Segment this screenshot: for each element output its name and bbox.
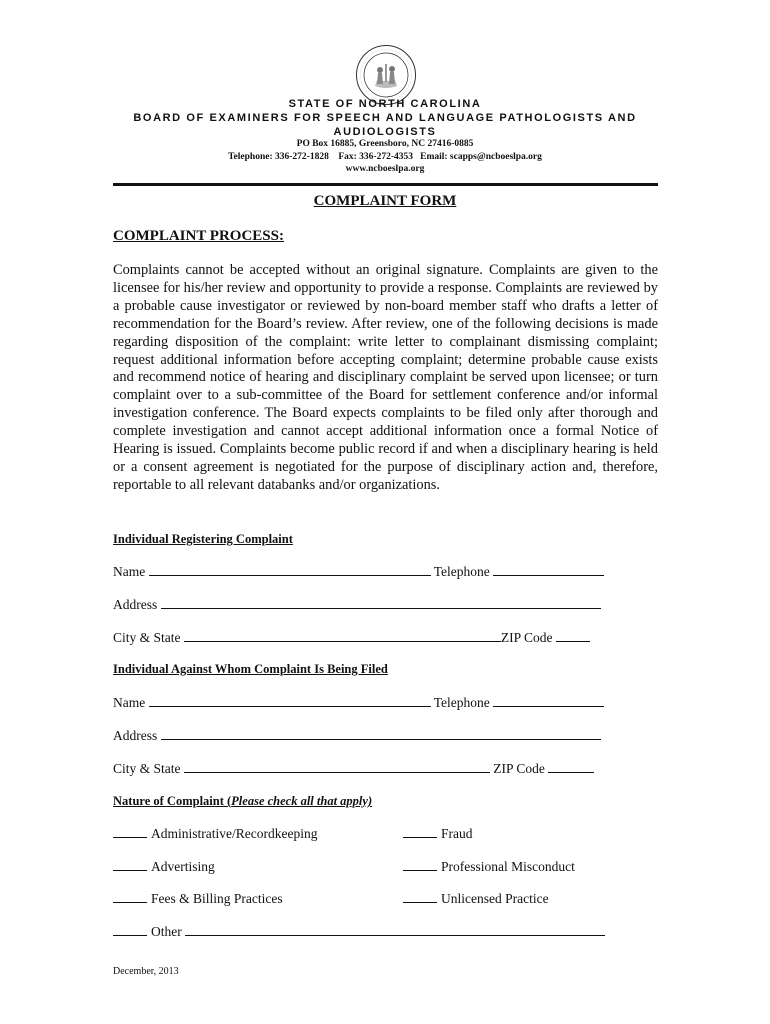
form-title: COMPLAINT FORM [313, 193, 457, 209]
checkbox-label: Administrative/Recordkeeping [151, 826, 318, 841]
against-telephone-label: Telephone [433, 695, 490, 710]
against-name-field[interactable] [149, 695, 431, 707]
check-blank[interactable] [113, 826, 147, 838]
checkbox-label: Fraud [441, 826, 473, 841]
check-blank[interactable] [113, 859, 147, 871]
state-name: STATE OF NORTH CAROLINA [288, 98, 482, 110]
board-name-line1: BOARD OF EXAMINERS FOR SPEECH AND LANGUAGE PATHOLOGISTS AND [133, 112, 637, 124]
check-blank[interactable] [113, 891, 147, 903]
registering-address-label: Address [113, 597, 158, 612]
other-description-field[interactable] [185, 924, 605, 936]
against-city-field[interactable] [184, 761, 490, 773]
state-seal-icon [355, 44, 417, 106]
checkbox-advertising[interactable] [113, 859, 215, 875]
registering-name-field[interactable] [149, 564, 431, 576]
registering-section-title: Individual Registering Complaint [113, 532, 293, 546]
nature-title: Nature of Complaint ( [113, 794, 232, 808]
check-blank[interactable] [403, 826, 437, 838]
against-telephone-field[interactable] [493, 695, 604, 707]
registering-zip-field[interactable] [556, 630, 590, 642]
board-website[interactable]: www.ncboeslpa.org [345, 164, 425, 174]
process-paragraph: Complaints cannot be accepted without an original signature. Complaints are given to the licensee for his/her review and opportunity to provide a response. Complaints are reviewed by a probable cause investigator or reviewed by non-board member staff who drafts a letter of recommendation for the Board’s review. After review, one of the following decisions is made regarding disposition of the complaint: write letter to complainant dismissing complaint; request additional information before accepting complaint; determine probable cause exists and recommend notice of hearing and disciplinary complaint be served upon licensee; or turn complaint over to a sub-committee of the Board for settlement conference and/or informal investigation conference. The Board expects complaints to be filed only after thorough and complete investigation and cannot accept additional information once a formal Notice of Hearing is issued. Complaints become public record if and when a disciplinary hearing is held or a consent agreement is negotiated for the purpose of disciplinary action and, therefore, reportable to all relevant databanks and/or organizations. [113, 262, 658, 493]
checkbox-fees-billing[interactable] [113, 891, 283, 907]
against-address-label: Address [113, 728, 158, 743]
checkbox-label: Unlicensed Practice [441, 891, 549, 906]
checkbox-label: Professional Misconduct [441, 859, 575, 874]
check-blank[interactable] [403, 891, 437, 903]
checkbox-professional-misconduct[interactable] [403, 859, 575, 875]
registering-name-row [113, 564, 604, 580]
checkbox-unlicensed-practice[interactable] [403, 891, 549, 907]
nature-title-italic: Please check all that apply) [231, 794, 373, 808]
checkbox-fraud[interactable] [403, 826, 473, 842]
board-contact: Telephone: 336-272-1828 Fax: 336-272-4353 Email: scapps@ncboeslpa.org [228, 152, 542, 162]
registering-city-label: City & State [113, 630, 181, 645]
against-section-title: Individual Against Whom Complaint Is Being Filed [113, 662, 388, 676]
registering-address-field[interactable] [161, 597, 601, 609]
header-divider [113, 183, 658, 186]
registering-address-row [113, 597, 601, 613]
registering-telephone-label: Telephone [433, 564, 490, 579]
checkbox-label: Advertising [151, 859, 215, 874]
board-address: PO Box 16885, Greensboro, NC 27416-0885 [296, 139, 474, 149]
registering-city-row [113, 630, 590, 646]
registering-telephone-field[interactable] [493, 564, 604, 576]
against-zip-label: ZIP Code [493, 761, 545, 776]
nature-section-title [113, 794, 372, 809]
against-address-field[interactable] [161, 728, 601, 740]
checkbox-label: Other [151, 924, 182, 939]
registering-name-label: Name [113, 564, 146, 579]
against-name-row [113, 695, 604, 711]
checkbox-other[interactable] [113, 924, 605, 940]
registering-zip-label: ZIP Code [500, 630, 553, 645]
process-title: COMPLAINT PROCESS: [113, 228, 284, 244]
against-name-label: Name [113, 695, 146, 710]
checkbox-label: Fees & Billing Practices [151, 891, 283, 906]
against-city-row [113, 761, 594, 777]
check-blank[interactable] [403, 859, 437, 871]
against-zip-field[interactable] [548, 761, 594, 773]
against-address-row [113, 728, 601, 744]
against-city-label: City & State [113, 761, 181, 776]
registering-city-field[interactable] [184, 630, 501, 642]
form-date: December, 2013 [113, 966, 179, 977]
check-blank[interactable] [113, 924, 147, 936]
checkbox-administrative[interactable] [113, 826, 317, 842]
board-name-line2: AUDIOLOGISTS [333, 126, 437, 138]
